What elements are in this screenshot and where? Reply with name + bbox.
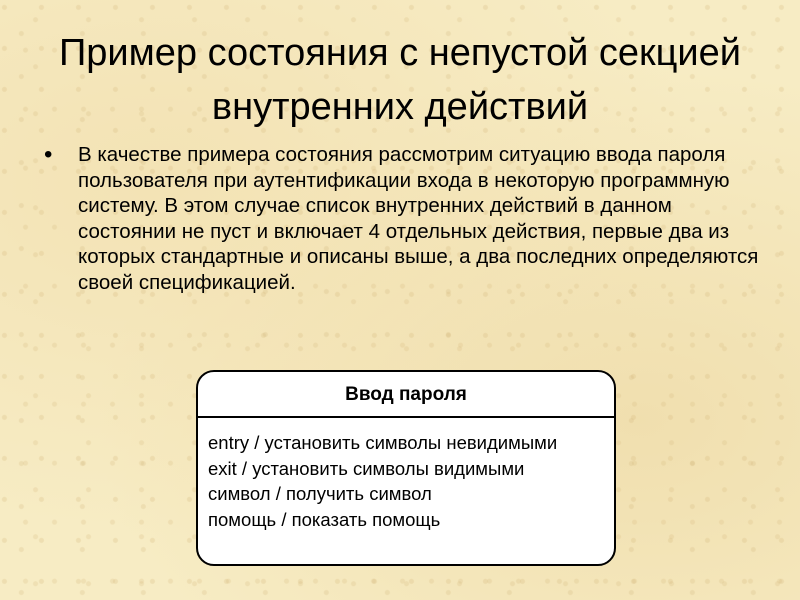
internal-action-symbol: символ / получить символ bbox=[208, 483, 432, 504]
slide-title: Пример состояния с непустой секцией внутренних действий bbox=[58, 32, 742, 128]
internal-action-exit: exit / установить символы видимыми bbox=[208, 457, 525, 479]
state-name: Ввод пароля bbox=[198, 372, 614, 418]
bullet-marker: • bbox=[44, 141, 53, 168]
bullet-text: В качестве примера состояния рассмотрим ситуацию ввода пароля пользователя при аутентификации входа в некоторую программную систему. В этом случае список внутренних действий в данном состоянии не пуст и включает 4 отдельных действия, первые два из которых стандартные и описаны выше, а два последних определяются своей спецификацией. bbox=[78, 143, 759, 294]
internal-action-help: помощь / показать помощь bbox=[208, 508, 441, 530]
internal-action-entry: entry / установить символы невидимыми bbox=[208, 432, 558, 453]
state-diagram bbox=[196, 370, 616, 566]
internal-actions-section bbox=[198, 418, 614, 532]
